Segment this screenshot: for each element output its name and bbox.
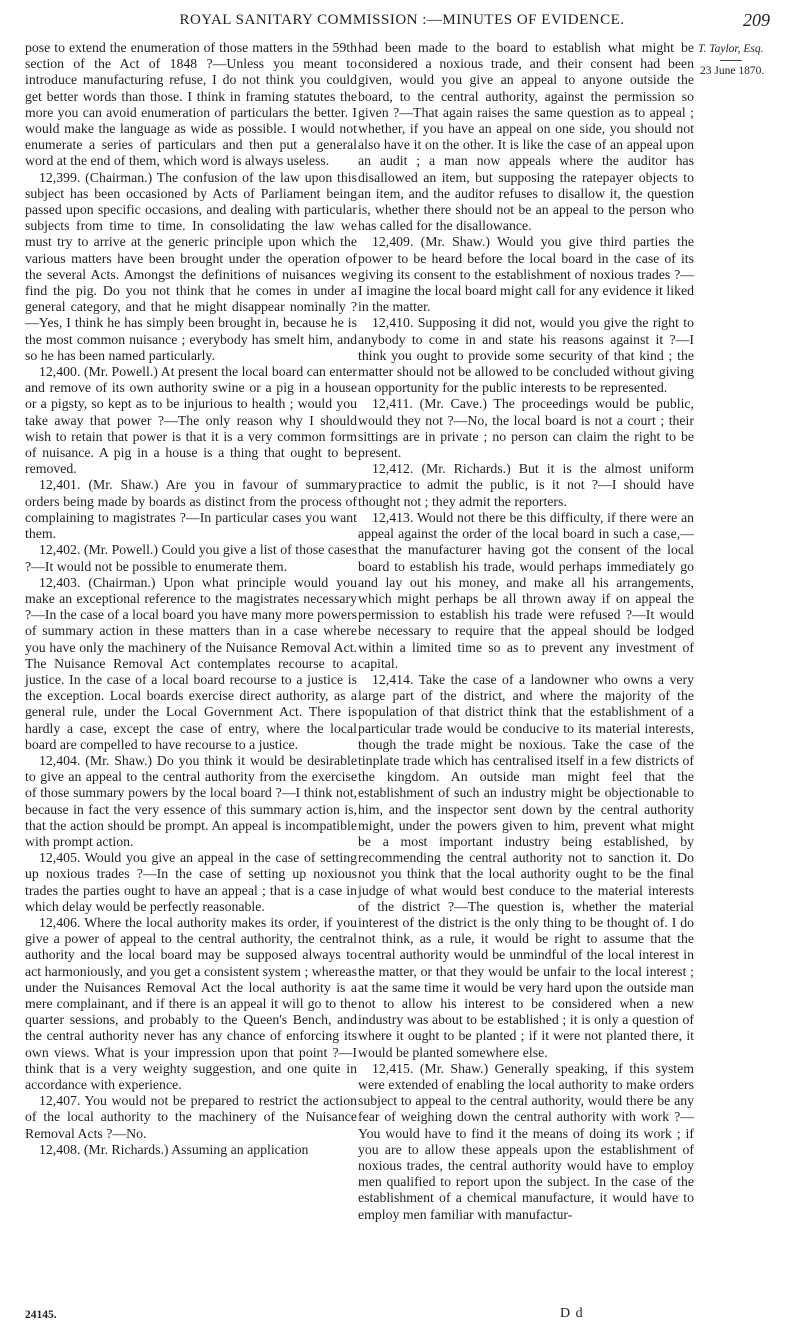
paragraph: 12,411. (Mr. Cave.) The proceedings would be public, would they not ?—No, the local board is not a court ; their sittings are in private ; no person can claim the right to be present. xyxy=(358,396,694,461)
witness-name: T. Taylor, Esq. xyxy=(698,43,764,55)
paragraph: 12,414. Take the case of a landowner who owns a very large part of the district, and where the majority of the population of that district think that the establishment of a particular trade would be conducive to its material interests, though the trade might be noxious. Take the case of the tinplate trade which has centralised itself in a few districts of the kingdom. An outside man might feel that the establishment of such an industry might be objectionable to him, and the inspector sent down by the central authority might, under the powers given to him, prevent what might be a most important industry being established, by recommending the central authority not to sanction it. Do not you think that the local authority ought to be the final judge of what would best conduce to the material interests of the district ?—The question is, whether the material interest of the district is the only thing to be thought of. I do not think, as a rule, it would be right to assume that the central authority would be unmindful of the local interest in the matter, or that they would be unfair to the local interest ; at the same time it would be very hard upon the outside man not to allow his interest to be considered when a new industry was about to be established ; it is only a question of where it ought to be planted ; if it were not planted there, it would be planted somewhere else. xyxy=(358,671,694,1060)
paragraph: 12,406. Where the local authority makes its order, if you give a power of appeal to the central authority, the central authority and the local board may be supposed always to act harmoniously, and you get a consistent system ; whereas under the Nuisances Removal Act the local authority is a mere complainant, and if there is an appeal it will go to the quarter sessions, and probably to the Queen's Bench, and the central authority never has any chance of enforcing its own views. What is your impression upon that point ?—I think that is a very weighty suggestion, and one quite in accordance with experience. xyxy=(25,914,357,1092)
paragraph: pose to extend the enumeration of those matters in the 59th section of the Act of 1848 ?—Unless you meant to introduce manufacturing refuse, I do not think you could get better words than those. I think in framing statutes the more you can avoid enumeration of particulars the better. I would make the language as wide as possible. I would not enumerate a series of particulars and then put a general word at the end of them, which word is always useless. xyxy=(25,40,357,169)
paragraph: 12,415. (Mr. Shaw.) Generally speaking, if this system were extended of enabling the local authority to make orders subject to appeal to the central authority, would there be any fear of weighing down the central authority with work ?—You would have to find it the means of doing its work ; if you are to allow these appeals upon the establishment of noxious trades, the central authority would have to employ men qualified to report upon the subject. In the case of the establishment of a chemical manufacture, it would have to employ men familiar with manufactur- xyxy=(358,1060,694,1222)
left-column xyxy=(25,40,357,1158)
print-number: 24145. xyxy=(25,1309,57,1321)
signature-mark: D d xyxy=(560,1306,584,1321)
right-column xyxy=(358,40,694,1223)
paragraph: 12,412. (Mr. Richards.) But it is the almost uniform practice to admit the public, is it not ?—I should have thought not ; they admit the reporters. xyxy=(358,461,694,509)
paragraph: 12,403. (Chairman.) Upon what principle would you make an exceptional reference to the magistrates necessary ?—In the case of a local board you have many more powers of summary action in these matters than in a case where you have only the machinery of the Nuisance Removal Act. The Nuisance Removal Act contemplates recourse to a justice. In the case of a local board recourse to a justice is the exception. Local boards exercise direct authority, as a general rule, under the Local Government Act. There is hardly a case, except the case of entry, where the local board are compelled to have recourse to a justice. xyxy=(25,574,357,752)
running-title: ROYAL SANITARY COMMISSION :—MINUTES OF EVIDENCE. xyxy=(179,12,625,28)
paragraph: 12,409. (Mr. Shaw.) Would you give third parties the power to be heard before the local board in the case of its giving its consent to the establishment of noxious trades ?—I imagine the local board might call for any evidence it liked in the matter. xyxy=(358,234,694,315)
paragraph: 12,401. (Mr. Shaw.) Are you in favour of summary orders being made by boards as distinct from the process of complaining to magistrates ?—In particular cases you want them. xyxy=(25,477,357,542)
paragraph: 12,405. Would you give an appeal in the case of setting up noxious trades ?—In the case of setting up noxious trades the parties ought to have an appeal ; that is a case in which delay would be perfectly reasonable. xyxy=(25,850,357,914)
running-header xyxy=(22,8,782,32)
witness-date: 23 June 1870. xyxy=(700,65,765,77)
paragraph: 12,402. (Mr. Powell.) Could you give a list of those cases ?—It would not be possible to enumerate them. xyxy=(25,542,357,574)
paragraph: 12,408. (Mr. Richards.) Assuming an application xyxy=(39,1141,309,1157)
paragraph: 12,410. Supposing it did not, would you give the right to anybody to come in and state his reasons against it ?—I think you ought to provide some security of that kind ; the matter should not be allowed to be concluded without giving an opportunity for the public interests to be represented. xyxy=(358,315,694,396)
paragraph: 12,404. (Mr. Shaw.) Do you think it would be desirable to give an appeal to the central authority from the exercise of those summary powers by the local board ?—I think not, because in fact the very essence of this summary action is, that the action should be prompt. An appeal is incompatible with prompt action. xyxy=(25,752,357,849)
margin-rule xyxy=(720,60,742,61)
paragraph: 12,400. (Mr. Powell.) At present the local board can enter and remove of its own authority swine or a pig in a house or a pigsty, so kept as to be injurious to health ; would you take away that power ?—The only reason why I should wish to retain that power is that it is a very common form of nuisance. A pig in a house is a thing that ought to be removed. xyxy=(25,364,357,477)
paragraph: had been made to the board to establish what might be considered a noxious trade, and their consent had been given, would you give an appeal to anyone outside the board, to the central authority, against the permission so given ?—That again raises the same question as to appeal ; whether, if you have an appeal on one side, you should not also have it on the other. It is like the case of an appeal upon an audit ; a man now appeals where the auditor has disallowed an item, but supposing the ratepayer objects to an item, and the auditor refuses to disallow it, the question is, whether there should not be an appeal to the person who has called for the disallowance. xyxy=(358,40,694,234)
page-number: 209 xyxy=(743,10,770,30)
paragraph: 12,407. You would not be prepared to restrict the action of the local authority to the machinery of the Nuisance Removal Acts ?—No. xyxy=(25,1093,357,1141)
witness-margin-note xyxy=(698,42,798,78)
paragraph: 12,413. Would not there be this difficulty, if there were an appeal against the order of the local board in such a case,—that the manufacturer having got the consent of the local board to establish his trade, would perhaps immediately go and lay out his money, and make all his arrangements, which might perhaps be all thrown away if on appeal the permission to establish his trade were refused ?—It would be necessary to require that the appeal should be lodged within a limited time so as to prevent any investment of capital. xyxy=(358,509,694,671)
paragraph: 12,399. (Chairman.) The confusion of the law upon this subject has been occasioned by Acts of Parliament being passed upon specific occasions, and dealing with particular subjects from time to time. In consolidating the law we must try to arrive at the generic principle upon which the various matters have been brought under the operation of the several Acts. Amongst the definitions of nuisances we find the pig. Do you not think that he comes in under a general category, and that he might disappear nominally ?—Yes, I think he has simply been brought in, because he is the most common nuisance ; everybody has smelt him, and so he has been named particularly. xyxy=(25,169,357,363)
